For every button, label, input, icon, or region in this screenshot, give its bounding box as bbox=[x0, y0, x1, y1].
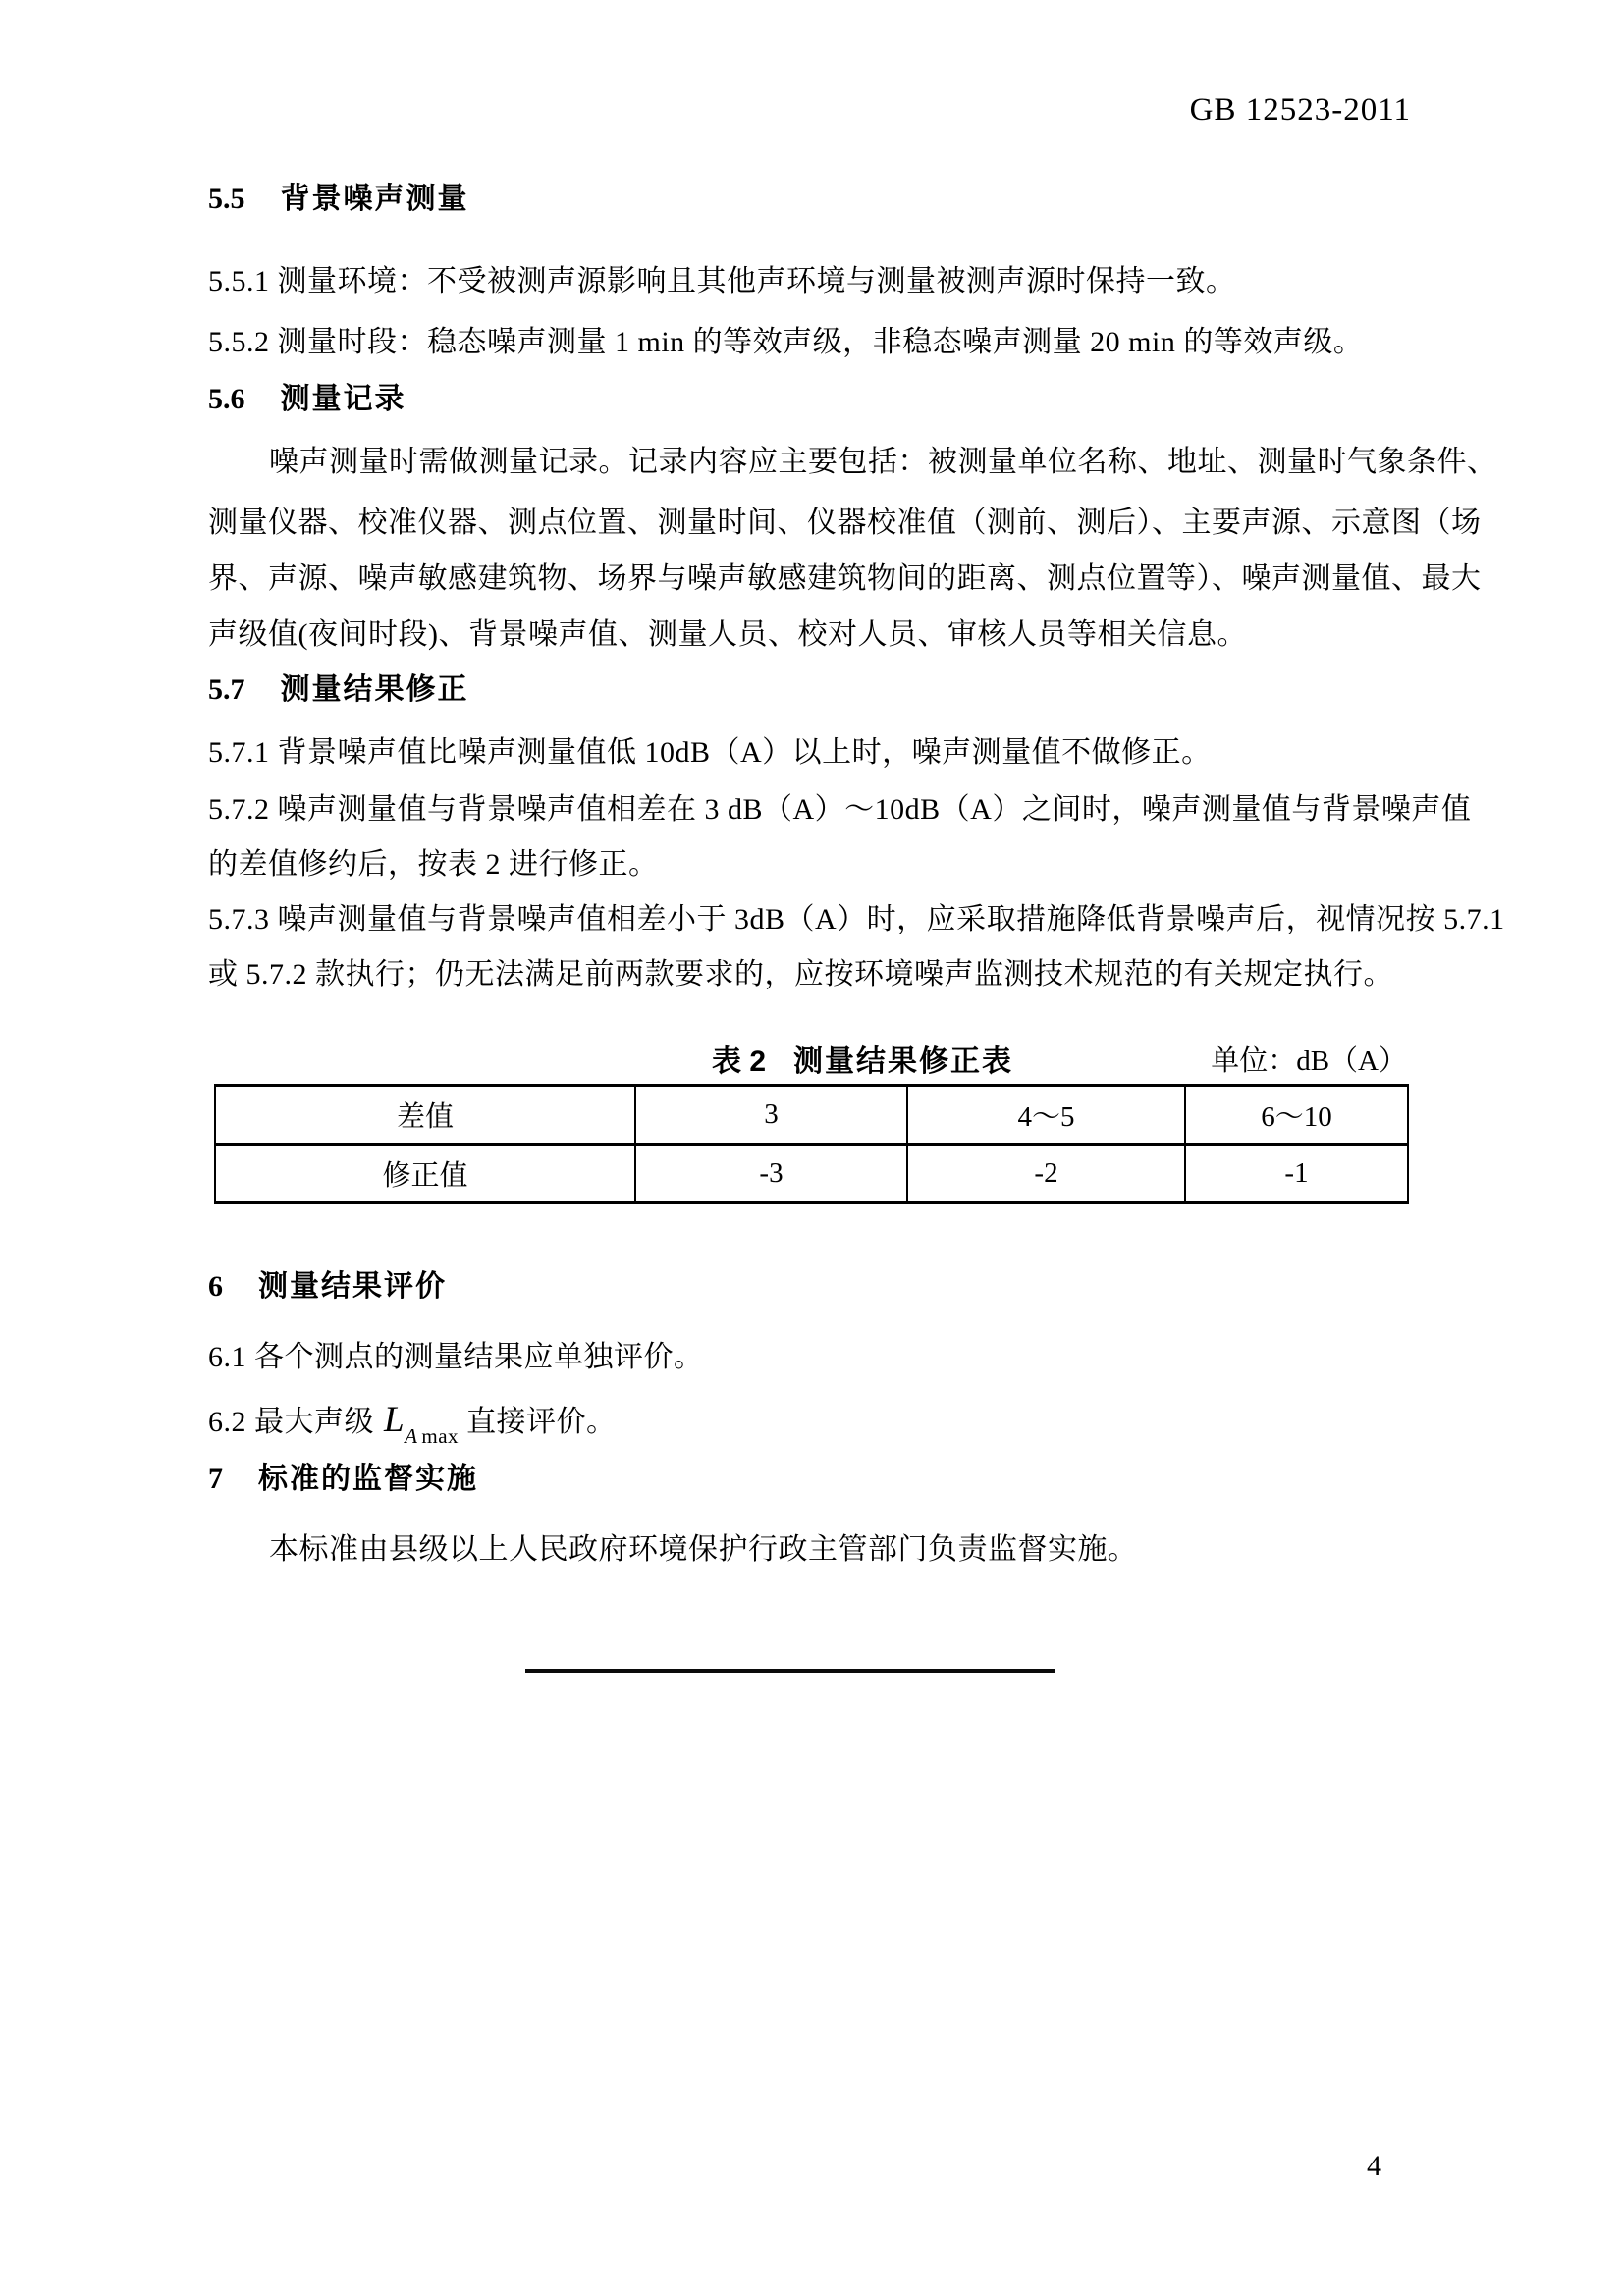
section-heading-7 bbox=[208, 1465, 478, 1494]
section-number: 5.6 bbox=[208, 383, 245, 415]
section-heading-5-6 bbox=[208, 385, 406, 414]
section-heading-5-5 bbox=[208, 185, 469, 214]
table-cell-diff-3: 3 bbox=[635, 1086, 907, 1145]
clause-5-7-1: 5.7.1 背景噪声值比噪声测量值低 10dB（A）以上时，噪声测量值不做修正。 bbox=[208, 736, 1212, 769]
table-cell-diff-label: 差值 bbox=[215, 1086, 635, 1145]
clause-5-7-3-line1: 5.7.3 噪声测量值与背景噪声值相差小于 3dB（A）时，应采取措施降低背景噪声后，视情况按 5.7.1 bbox=[208, 903, 1505, 935]
section-number: 6 bbox=[208, 1270, 223, 1303]
end-of-text-divider bbox=[525, 1669, 1055, 1673]
table-cell-corr-label: 修正值 bbox=[215, 1145, 635, 1203]
formula-lamax-variable: L bbox=[384, 1400, 406, 1440]
paragraph-line: 测量仪器、校准仪器、测点位置、测量时间、仪器校准值（测前、测后）、主要声源、示意图（场 bbox=[208, 507, 1482, 539]
paragraph-line: 声级值(夜间时段)、背景噪声值、测量人员、校对人员、审核人员等相关信息。 bbox=[208, 618, 1247, 651]
paragraph-line: 噪声测量时需做测量记录。记录内容应主要包括：被测量单位名称、地址、测量时气象条件、 bbox=[269, 446, 1497, 478]
table-cell-diff-6-10: 6～10 bbox=[1185, 1086, 1408, 1145]
formula-lamax-subscript bbox=[405, 1424, 459, 1448]
doc-code: GB 12523-2011 bbox=[1189, 92, 1411, 128]
clause-6-2 bbox=[208, 1398, 617, 1448]
clause-5-7-2-line1: 5.7.2 噪声测量值与背景噪声值相差在 3 dB（A）～10dB（A）之间时，噪声测量值与背景噪声值 bbox=[208, 793, 1472, 826]
section-number: 7 bbox=[208, 1463, 223, 1495]
table-cell-corr-minus2: -2 bbox=[907, 1145, 1185, 1203]
table2-unit-label: 单位：dB（A） bbox=[1211, 1045, 1407, 1077]
page-number: 4 bbox=[1367, 2150, 1381, 2182]
clause-7-paragraph: 本标准由县级以上人民政府环境保护行政主管部门负责监督实施。 bbox=[269, 1533, 1138, 1566]
clause-5-5-1: 5.5.1 测量环境：不受被测声源影响且其他声环境与测量被测声源时保持一致。 bbox=[208, 265, 1236, 297]
section-title: 测量记录 bbox=[280, 383, 406, 415]
clause-5-5-2: 5.5.2 测量时段：稳态噪声测量 1 min 的等效声级，非稳态噪声测量 20 min 的等效声级。 bbox=[208, 326, 1364, 358]
table2-caption-title: 测量结果修正表 bbox=[793, 1045, 1014, 1078]
table2-correction-table bbox=[214, 1084, 1409, 1204]
paragraph-line: 界、声源、噪声敏感建筑物、场界与噪声敏感建筑物间的距离、测点位置等）、噪声测量值、最大 bbox=[208, 562, 1482, 595]
table-cell-corr-minus1: -1 bbox=[1185, 1145, 1408, 1203]
clause-5-7-2-line2: 的差值修约后，按表 2 进行修正。 bbox=[208, 848, 659, 881]
section-title: 测量结果评价 bbox=[258, 1270, 447, 1303]
table2-caption bbox=[712, 1037, 1013, 1080]
table2-caption-label: 表 2 bbox=[712, 1045, 767, 1078]
clause-number: 6.2 bbox=[208, 1406, 246, 1438]
table-row-correction bbox=[215, 1145, 1408, 1203]
subscript-a: A bbox=[405, 1424, 418, 1448]
subscript-max: max bbox=[421, 1424, 460, 1448]
table-cell-corr-minus3: -3 bbox=[635, 1145, 907, 1203]
section-heading-5-7 bbox=[208, 675, 469, 705]
section-title: 背景噪声测量 bbox=[280, 183, 469, 215]
clause-5-7-3-line2: 或 5.7.2 款执行；仍无法满足前两款要求的，应按环境噪声监测技术规范的有关规定执行。 bbox=[208, 958, 1393, 990]
section-number: 5.7 bbox=[208, 673, 245, 706]
section-title: 标准的监督实施 bbox=[258, 1463, 478, 1495]
table-cell-diff-4-5: 4～5 bbox=[907, 1086, 1185, 1145]
clause-text-pre: 最大声级 bbox=[254, 1406, 374, 1438]
table-row-difference bbox=[215, 1086, 1408, 1145]
clause-6-1: 6.1 各个测点的测量结果应单独评价。 bbox=[208, 1341, 704, 1373]
section-number: 5.5 bbox=[208, 183, 245, 215]
section-heading-6 bbox=[208, 1272, 447, 1302]
clause-text-post: 直接评价。 bbox=[466, 1406, 617, 1438]
section-title: 测量结果修正 bbox=[280, 673, 469, 706]
